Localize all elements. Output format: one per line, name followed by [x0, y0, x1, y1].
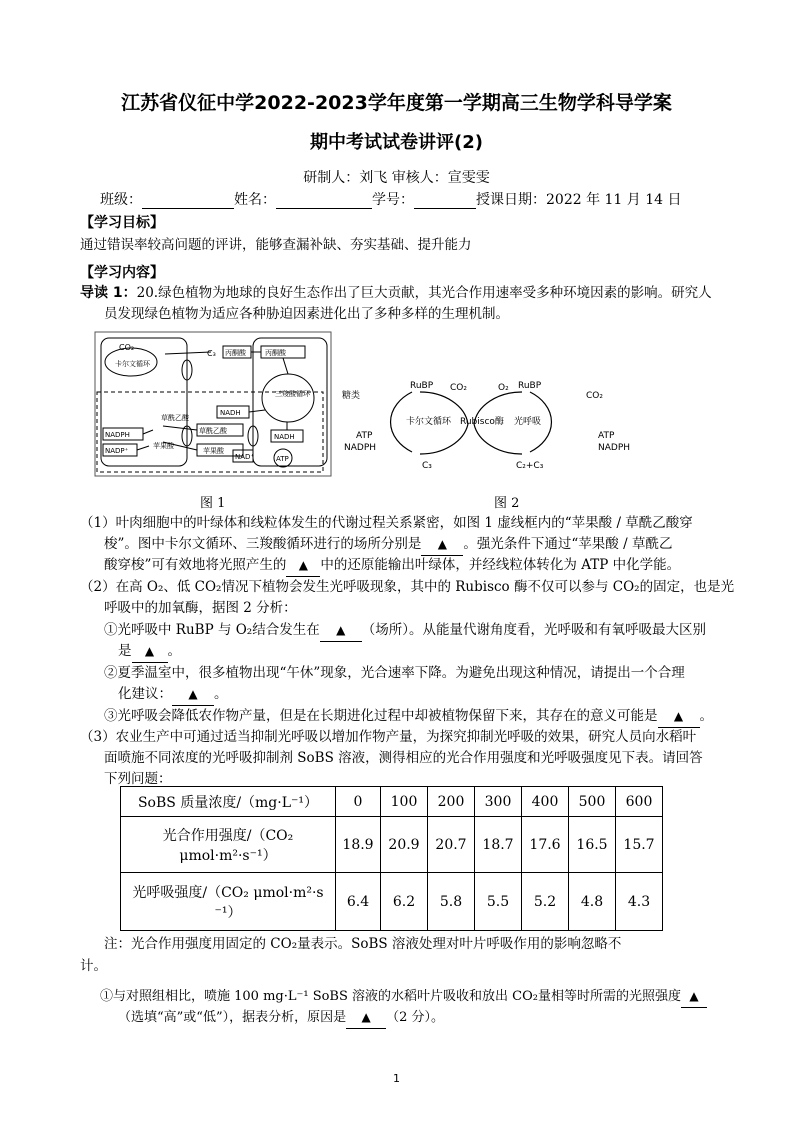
- q2-3-text-a: ③光呼吸会降低农作物产量，但是在长期进化过程中却被植物保留下来，其存在的意义可能是: [104, 708, 658, 724]
- figure-1: [93, 330, 333, 478]
- fig2-label-co2-b: CO₂: [586, 391, 603, 401]
- student-info-line: [100, 189, 682, 209]
- final-q-answer-blank-2[interactable]: ▲: [346, 1007, 386, 1029]
- final-q-text-2b: （2 分）。: [386, 1010, 444, 1025]
- fig2-label-photoresp: 光呼吸: [514, 417, 542, 427]
- q2-2-line-b: [118, 684, 228, 706]
- objectives-heading: 【学习目标】: [80, 215, 164, 231]
- fig1-label-nadp: NADP⁺: [105, 447, 129, 455]
- q2-3-answer-blank[interactable]: ▲: [658, 706, 700, 728]
- fig1-label-nadh-a: NADH: [220, 409, 241, 417]
- objectives-text: 通过错误率较高问题的评讲，能够查漏补缺、夯实基础、提升能力: [80, 237, 472, 253]
- table-cell: 16.5: [569, 817, 616, 873]
- fig2-label-sugar: 糖类: [342, 391, 361, 401]
- q2-line-a: （2）在高 O₂、低 CO₂情况下植物会发生光呼吸现象，其中的 Rubisco 酶不仅可以参与 CO₂的固定，也是光: [80, 579, 735, 595]
- fig1-label-oaa-b: 草酰乙酸: [199, 427, 227, 435]
- fig2-label-atp-b: ATP: [598, 431, 615, 441]
- table-header-cell: 200: [428, 787, 475, 817]
- q2-1-text-a1: ①光呼吸中 RuBP 与 O₂结合发生在: [104, 622, 320, 638]
- fig2-label-calvin: 卡尔文循环: [406, 417, 452, 427]
- q2-1-answer-blank-1[interactable]: ▲: [320, 620, 362, 642]
- q2-2-text-b1: 化建议：: [118, 686, 172, 702]
- q1-answer-blank-1[interactable]: ▲: [421, 534, 463, 556]
- table-row: [121, 817, 663, 873]
- table-cell: 4.8: [569, 873, 616, 931]
- q2-line-b: 呼吸中的加氧酶，据图 2 分析：: [104, 600, 297, 616]
- fig1-label-malate-b: 苹果酸: [203, 447, 224, 455]
- content-heading: 【学习内容】: [80, 265, 164, 281]
- fig2-label-rubp-a: RuBP: [410, 381, 434, 391]
- fig1-label-malate-a: 苹果酸: [153, 442, 174, 450]
- q2-1-line-a: [104, 620, 706, 642]
- q1-text-c1: 酸穿梭”可有效地将光照产生的: [104, 557, 287, 573]
- page-subtitle: 期中考试试卷讲评(2): [310, 132, 483, 153]
- q2-1-line-b: [118, 641, 181, 663]
- table-cell: 15.7: [616, 817, 663, 873]
- q3-line-c: 下列问题：: [104, 771, 172, 787]
- table-cell: 18.9: [336, 817, 381, 873]
- fig1-label-tca: 三羧酸循环: [275, 390, 310, 398]
- fig1-label-nadph: NADPH: [105, 431, 130, 439]
- fig2-label-nadph-b: NADPH: [598, 443, 631, 453]
- q3-line-b: 面喷施不同浓度的光呼吸抑制剂 SoBS 溶液，测得相应的光合作用强度和光呼吸强度见下表。请回答: [104, 750, 703, 766]
- final-q-line-2: [118, 1007, 444, 1029]
- fig2-label-atp-a: ATP: [356, 431, 373, 441]
- q1-text-c2: 中的还原能输出叶绿体，并经线粒体转化为 ATP 中化学能。: [320, 557, 681, 573]
- fig1-label-pyruvate-b: 丙酮酸: [265, 349, 286, 357]
- q2-1-answer-blank-2[interactable]: ▲: [132, 641, 168, 663]
- fig1-label-atp: ATP: [276, 455, 289, 463]
- intro-line-2: 员发现绿色植物为适应各种胁迫因素进化出了多种多样的生理机制。: [104, 306, 509, 322]
- q2-1-text-b2: 。: [167, 643, 181, 659]
- name-field[interactable]: [276, 192, 372, 209]
- table-cell: 18.7: [475, 817, 522, 873]
- q2-1-text-a2: （场所）。从能量代谢角度看，光呼吸和有氧呼吸最大区别: [361, 622, 706, 638]
- q2-2-text-b2: 。: [214, 686, 228, 702]
- table-cell: 20.9: [381, 817, 428, 873]
- final-q-answer-blank-1[interactable]: ▲: [681, 986, 707, 1008]
- table-header-cell: 300: [475, 787, 522, 817]
- table-row-label: 光呼吸强度/（CO₂ μmol·m²·s ⁻¹）: [121, 873, 336, 931]
- student-id-field[interactable]: [414, 192, 476, 209]
- fig1-label-nad: NAD⁺: [235, 453, 255, 461]
- q2-2-line-a: ②夏季温室中，很多植物出现“午休”现象，光合速率下降。为避免出现这种情况，请提出一个合理: [104, 665, 685, 681]
- table-header-cell: 400: [522, 787, 569, 817]
- fig1-label-calvin: 卡尔文循环: [115, 360, 150, 368]
- q2-3-text-b: 。: [699, 708, 713, 724]
- table-note-line-1: 注：光合作用强度用固定的 CO₂量表示。SoBS 溶液处理对叶片呼吸作用的影响忽略不: [104, 936, 622, 952]
- table-header-cell: 500: [569, 787, 616, 817]
- fig2-label-c2c3: C₂+C₃: [516, 461, 544, 471]
- id-label: 学号：: [372, 192, 414, 208]
- table-header-cell: 0: [336, 787, 381, 817]
- final-q-text-1: ①与对照组相比，喷施 100 mg·L⁻¹ SoBS 溶液的水稻叶片吸收和放出 CO₂量相等时所需的光照强度: [100, 989, 681, 1004]
- fig1-label-nadh-b: NADH: [274, 433, 295, 441]
- final-q-text-2a: （选填“高”或“低”），据表分析，原因是: [118, 1010, 347, 1025]
- q1-line-c: [104, 555, 680, 577]
- name-label: 姓名：: [234, 192, 276, 208]
- fig2-label-c3: C₃: [422, 461, 432, 471]
- q1-text-b1: 梭”。图中卡尔文循环、三羧酸循环进行的场所分别是: [104, 536, 422, 552]
- fig2-label-rubp-b: RuBP: [518, 381, 542, 391]
- date-label: 授课日期：2022 年 11 月 14 日: [476, 192, 682, 208]
- fig1-label-oaa-a: 草酰乙酸: [161, 414, 189, 422]
- intro-line-1: [80, 283, 712, 304]
- q2-1-text-b1: 是: [118, 643, 132, 659]
- table-row-label: 光合作用强度/（CO₂ μmol·m²·s⁻¹）: [121, 817, 336, 873]
- figure-2: [340, 372, 650, 472]
- q3-line-a: （3）农业生产中可通过适当抑制光呼吸以增加作物产量，为探究抑制光呼吸的效果，研究人员向水稻叶: [80, 729, 697, 745]
- fig1-mitochondrion: [253, 338, 327, 466]
- fig2-photoresp-arc-bottom: [474, 424, 522, 454]
- table-header-label: SoBS 质量浓度/（mg·L⁻¹）: [121, 787, 336, 817]
- intro-text-1: 20.绿色植物为地球的良好生态作出了巨大贡献，其光合作用速率受多种环境因素的影响。研究人: [136, 285, 712, 301]
- table-cell: 5.8: [428, 873, 475, 931]
- fig2-calvin-arc-bottom: [420, 424, 468, 454]
- data-table: [120, 786, 663, 931]
- fig2-label-o2: O₂: [498, 383, 509, 393]
- q1-text-b2: 。强光条件下通过“苹果酸 / 草酰乙: [463, 536, 673, 552]
- q2-3-line: [104, 706, 713, 728]
- table-cell: 5.2: [522, 873, 569, 931]
- page-title: 江苏省仪征中学2022-2023学年度第一学期高三生物学科导学案: [121, 92, 672, 114]
- fig1-label-c3: C₃: [207, 349, 216, 358]
- table-cell: 17.6: [522, 817, 569, 873]
- q1-line-b: [104, 534, 672, 556]
- fig1-tca-circle: [262, 374, 314, 422]
- q1-line-a: （1）叶肉细胞中的叶绿体和线粒体发生的代谢过程关系紧密，如图 1 虚线框内的“苹果酸 / 草酰乙酸穿: [80, 515, 693, 531]
- fig2-label-rubisco: Rubisco酶: [460, 417, 504, 427]
- authors-line: 研制人：刘飞 审核人：宣雯雯: [303, 170, 490, 186]
- final-q-line-1: [100, 986, 707, 1008]
- table-row: [121, 873, 663, 931]
- fig1-label-co2: CO₂: [119, 343, 135, 352]
- figure-1-caption: 图 1: [200, 496, 226, 511]
- table-header-cell: 100: [381, 787, 428, 817]
- table-header-cell: 600: [616, 787, 663, 817]
- table-cell: 20.7: [428, 817, 475, 873]
- page-number: 1: [393, 1072, 400, 1085]
- table-cell: 6.2: [381, 873, 428, 931]
- class-field[interactable]: [142, 192, 234, 209]
- q1-answer-blank-2[interactable]: ▲: [286, 555, 320, 577]
- table-cell: 5.5: [475, 873, 522, 931]
- fig2-label-co2-a: CO₂: [450, 383, 467, 393]
- figure-2-caption: 图 2: [494, 496, 520, 511]
- q2-2-answer-blank[interactable]: ▲: [172, 684, 214, 706]
- table-cell: 4.3: [616, 873, 663, 931]
- table-header-row: [121, 787, 663, 817]
- table-note-line-2: 计。: [80, 958, 107, 974]
- table-cell: 6.4: [336, 873, 381, 931]
- fig2-label-nadph-a: NADPH: [344, 443, 377, 453]
- intro-label: 导读 1：: [80, 285, 137, 301]
- class-label: 班级：: [100, 192, 142, 208]
- fig1-label-pyruvate-a: 丙酮酸: [225, 349, 246, 357]
